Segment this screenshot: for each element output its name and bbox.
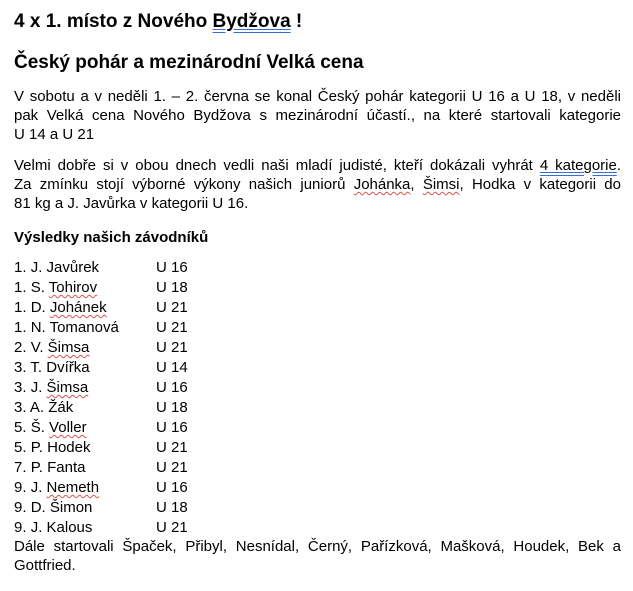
result-athlete — [14, 518, 156, 538]
result-row — [14, 378, 188, 398]
intro-paragraph — [14, 87, 621, 144]
result-surname: Tomanová — [49, 319, 119, 336]
result-category: U 21 — [156, 439, 188, 456]
result-place: 1. — [14, 299, 27, 316]
title-prefix: 4 x 1. místo z Nového — [14, 11, 213, 32]
summary-paragraph — [14, 156, 621, 213]
result-place: 9. — [14, 499, 27, 516]
summary-line-1-text: Velmi dobře si v obou dnech vedli naši mladí judisté, kteří dokázali vyhrát — [14, 157, 540, 174]
page-subtitle: Český pohár a mezinárodní Velká cena — [14, 52, 364, 73]
result-row — [14, 318, 188, 338]
result-surname: Kalous — [46, 519, 93, 536]
result-athlete — [14, 478, 156, 498]
result-place: 9. — [14, 519, 27, 536]
result-category: U 21 — [156, 319, 188, 336]
result-athlete — [14, 418, 156, 438]
categories-underlined-text: 4 kategorie — [539, 157, 617, 174]
result-surname: Tohirov — [48, 279, 98, 296]
footer-line-1: Dále startovali Špaček, Přibyl, Nesnídal, Černý, Pařízková, Mašková, Houdek, Bek a — [14, 538, 621, 555]
result-place: 9. — [14, 479, 27, 496]
result-category: U 18 — [156, 399, 188, 416]
result-surname: Javůrek — [46, 259, 100, 276]
result-surname: Šimsa — [46, 379, 89, 396]
page-title — [14, 10, 302, 34]
result-athlete — [14, 458, 156, 478]
result-row — [14, 338, 188, 358]
result-athlete — [14, 438, 156, 458]
result-category: U 21 — [156, 299, 188, 316]
result-category: U 18 — [156, 499, 188, 516]
result-initial: T. — [30, 359, 43, 376]
result-category: U 16 — [156, 419, 188, 436]
result-category: U 21 — [156, 519, 188, 536]
result-row — [14, 438, 188, 458]
result-place: 1. — [14, 279, 27, 296]
title-suffix: ! — [290, 11, 303, 32]
result-row — [14, 398, 188, 418]
result-surname: Nemeth — [46, 479, 100, 496]
summary-sep: , — [410, 176, 423, 193]
result-surname: Dvířka — [46, 359, 90, 376]
result-row — [14, 518, 188, 538]
result-initial: J. — [30, 379, 43, 396]
result-surname: Hodek — [47, 439, 91, 456]
result-athlete — [14, 258, 156, 278]
result-row — [14, 278, 188, 298]
title-underlined-word: Bydžova — [212, 11, 291, 32]
result-initial: V. — [30, 339, 44, 356]
result-initial: D. — [30, 499, 46, 516]
result-category: U 21 — [156, 459, 188, 476]
footer-paragraph — [14, 537, 621, 575]
summary-line-1-end: . — [616, 157, 621, 174]
result-initial: A. — [29, 399, 45, 416]
summary-line-2 — [14, 175, 621, 194]
name-simsi: Šimsi — [422, 176, 460, 193]
result-initial: P. — [30, 459, 43, 476]
result-row — [14, 358, 188, 378]
result-surname: Fanta — [47, 459, 86, 476]
result-row — [14, 418, 188, 438]
result-place: 3. — [14, 379, 27, 396]
result-place: 7. — [14, 459, 27, 476]
name-johanka: Johánka — [353, 176, 411, 193]
result-row — [14, 458, 188, 478]
summary-line-2-text: Za zmínku stojí výborné výkony našich juniorů — [14, 176, 354, 193]
result-surname: Šimon — [49, 499, 93, 516]
result-place: 2. — [14, 339, 27, 356]
result-athlete — [14, 398, 156, 418]
result-initial: J. — [30, 479, 43, 496]
result-athlete — [14, 278, 156, 298]
result-row — [14, 498, 188, 518]
results-list — [14, 258, 188, 538]
result-row — [14, 478, 188, 498]
result-athlete — [14, 318, 156, 338]
result-athlete — [14, 498, 156, 518]
result-initial: D. — [30, 299, 46, 316]
result-row — [14, 298, 188, 318]
summary-line-3: 81 kg a J. Javůrka v kategorii U 16. — [14, 195, 249, 212]
result-category: U 14 — [156, 359, 188, 376]
result-initial: J. — [30, 519, 43, 536]
result-place: 3. — [14, 399, 27, 416]
result-category: U 16 — [156, 259, 188, 276]
result-place: 1. — [14, 259, 27, 276]
result-initial: P. — [30, 439, 43, 456]
result-row — [14, 258, 188, 278]
result-place: 5. — [14, 439, 27, 456]
result-place: 3. — [14, 359, 27, 376]
result-place: 1. — [14, 319, 27, 336]
result-category: U 16 — [156, 479, 188, 496]
summary-line-1 — [14, 156, 621, 175]
result-athlete — [14, 378, 156, 398]
result-category: U 18 — [156, 279, 188, 296]
intro-line-2: pak Velká cena Nového Bydžova s mezinárodní účastí., na které startovali kategorie — [14, 107, 621, 124]
intro-line-1: V sobotu a v neděli 1. – 2. června se konal Český pohár kategorii U 16 a U 18, v neděli — [14, 88, 621, 105]
result-initial: Š. — [30, 419, 45, 436]
result-initial: S. — [30, 279, 45, 296]
result-surname: Žák — [48, 399, 74, 416]
result-surname: Johánek — [49, 299, 107, 316]
result-surname: Voller — [49, 419, 87, 436]
result-category: U 21 — [156, 339, 188, 356]
result-place: 5. — [14, 419, 27, 436]
result-athlete — [14, 338, 156, 358]
footer-line-2: Gottfried. — [14, 557, 76, 574]
result-initial: N. — [30, 319, 46, 336]
results-heading: Výsledky našich závodníků — [14, 229, 209, 246]
result-category: U 16 — [156, 379, 188, 396]
result-surname: Šimsa — [47, 339, 90, 356]
summary-line-2-end: , Hodka v kategorii do — [459, 176, 621, 193]
result-athlete — [14, 298, 156, 318]
intro-line-3: U 14 a U 21 — [14, 126, 95, 143]
result-athlete — [14, 358, 156, 378]
result-initial: J. — [30, 259, 43, 276]
